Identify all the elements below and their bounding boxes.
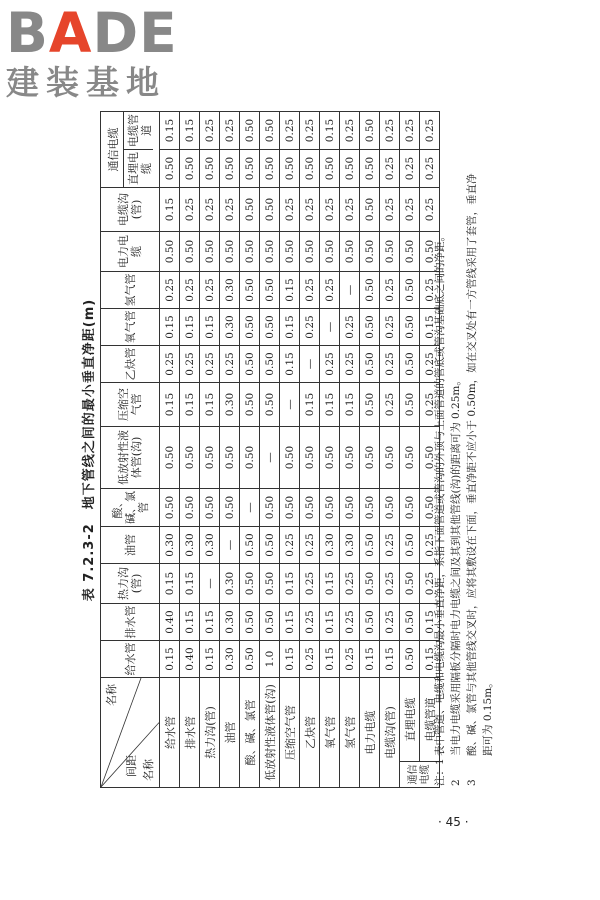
row-header: 油管 — [220, 678, 240, 788]
table-cell: 0.50 — [200, 150, 220, 188]
table-cell: 0.25 — [420, 272, 440, 309]
table-cell: — — [280, 383, 300, 427]
row-group-label: 通信电缆 — [400, 762, 440, 788]
comm-group-label: 通信电缆 — [106, 127, 120, 172]
table-cell: 0.25 — [200, 346, 220, 383]
table-cell: 0.25 — [420, 112, 440, 150]
table-cell: 0.30 — [220, 309, 240, 346]
table-cell: 0.30 — [180, 527, 200, 564]
corner-label-middle: 间距 — [125, 755, 138, 777]
table-cell: 0.50 — [380, 427, 400, 489]
table-cell: 0.15 — [320, 112, 340, 150]
table-cell: 0.15 — [280, 641, 300, 678]
table-cell: 0.50 — [400, 564, 420, 604]
table-row — [300, 112, 320, 788]
table-cell: — — [300, 346, 320, 383]
table-cell: 0.25 — [380, 564, 400, 604]
table-row — [220, 112, 240, 788]
table-cell: 0.50 — [400, 427, 420, 489]
table-cell: 0.15 — [160, 383, 180, 427]
column-header: 低放射性液体管(沟) — [101, 427, 160, 489]
logo-subtitle: 建装基地 — [6, 63, 166, 102]
table-cell: 0.15 — [200, 309, 220, 346]
table-cell: 0.25 — [280, 527, 300, 564]
row-header: 电缆管道 — [420, 678, 440, 762]
table-cell: 0.25 — [160, 272, 180, 309]
page-number: · 45 · — [438, 815, 469, 829]
table-cell: 0.50 — [360, 150, 380, 188]
table-cell: 0.25 — [400, 188, 420, 232]
note-text: 当电力电缆采用隔板分隔时电力电缆之间及其到其他管线(沟)的距离可为 0.25m。 — [450, 375, 462, 756]
table-cell: 0.25 — [300, 272, 320, 309]
table-cell: 0.30 — [220, 604, 240, 641]
table-cell: 0.15 — [420, 604, 440, 641]
table-cell: 0.50 — [200, 232, 220, 272]
table-row — [200, 112, 220, 788]
table-cell: 0.50 — [300, 427, 320, 489]
table-cell: 0.50 — [260, 272, 280, 309]
table-notes — [432, 110, 496, 786]
table-cell: 0.25 — [300, 564, 320, 604]
table-cell: 0.50 — [400, 309, 420, 346]
column-header: 电缆沟(管) — [101, 188, 160, 232]
table-row — [260, 112, 280, 788]
table-cell: 0.15 — [420, 309, 440, 346]
table-cell: 1.0 — [260, 641, 280, 678]
table-cell: 0.25 — [420, 150, 440, 188]
table-cell: 0.50 — [320, 427, 340, 489]
table-cell: 0.25 — [340, 641, 360, 678]
table-cell: — — [320, 309, 340, 346]
table-cell: 0.50 — [180, 489, 200, 527]
table-cell: 0.50 — [160, 232, 180, 272]
table-cell: 0.15 — [320, 604, 340, 641]
table-header-row — [101, 112, 160, 788]
corner-header — [101, 678, 160, 788]
table-cell: 0.25 — [220, 188, 240, 232]
table-cell: 0.25 — [180, 188, 200, 232]
table-cell: 0.50 — [200, 427, 220, 489]
table-cell: 0.50 — [320, 232, 340, 272]
table-cell: 0.50 — [240, 112, 260, 150]
table-cell: 0.25 — [300, 188, 320, 232]
note-number: 3 — [466, 779, 478, 786]
row-header: 乙炔管 — [300, 678, 320, 788]
column-header: 氢气管 — [101, 272, 160, 309]
table-cell: 0.25 — [380, 272, 400, 309]
table-cell: 0.50 — [240, 232, 260, 272]
table-cell: 0.15 — [340, 383, 360, 427]
table-cell: 0.25 — [320, 188, 340, 232]
row-header: 给水管 — [160, 678, 180, 788]
table-cell: 0.25 — [380, 112, 400, 150]
table-cell: 0.50 — [340, 150, 360, 188]
table-cell: 0.50 — [400, 604, 420, 641]
table-cell: 0.50 — [180, 232, 200, 272]
brand-logo — [6, 1, 182, 102]
table-cell: 0.25 — [340, 564, 360, 604]
table-cell: 0.25 — [200, 188, 220, 232]
table-cell: 0.50 — [240, 309, 260, 346]
table-cell: 0.15 — [160, 641, 180, 678]
table-cell: 0.50 — [260, 150, 280, 188]
table-cell: 0.25 — [420, 564, 440, 604]
table-cell: 0.50 — [300, 150, 320, 188]
table-cell: 0.15 — [320, 383, 340, 427]
table-cell: 0.15 — [180, 564, 200, 604]
table-cell: 0.30 — [200, 527, 220, 564]
table-cell: 0.25 — [420, 346, 440, 383]
table-cell: 0.50 — [240, 346, 260, 383]
table-cell: 0.15 — [420, 641, 440, 678]
table-cell: 0.25 — [300, 309, 320, 346]
table-cell: 0.50 — [280, 427, 300, 489]
table-row — [180, 112, 200, 788]
table-cell: 0.50 — [240, 188, 260, 232]
table-cell: 0.50 — [340, 427, 360, 489]
table-row — [280, 112, 300, 788]
table-row — [240, 112, 260, 788]
row-header: 低放射性液体管(沟) — [260, 678, 280, 788]
table-row — [160, 112, 180, 788]
table-cell: 0.25 — [380, 527, 400, 564]
table-cell: 0.50 — [280, 489, 300, 527]
table-cell: 0.50 — [240, 527, 260, 564]
table-cell: 0.50 — [160, 150, 180, 188]
table-cell: 0.25 — [340, 112, 360, 150]
table-cell: 0.25 — [380, 346, 400, 383]
table-row — [320, 112, 340, 788]
table-cell: 0.25 — [340, 604, 360, 641]
table-cell: 0.25 — [400, 150, 420, 188]
table-cell: 0.50 — [160, 427, 180, 489]
table-cell: 0.50 — [260, 604, 280, 641]
table-cell: 0.30 — [340, 527, 360, 564]
note-text: 表中管道、电缆和电缆沟最小垂直净距，系指下面管道或管沟的外顶与上面管道的管底或管沟基础底之间的净距。 — [434, 231, 446, 756]
table-cell: 0.50 — [400, 489, 420, 527]
table-cell: 0.50 — [400, 232, 420, 272]
table-cell: 0.50 — [220, 232, 240, 272]
table-cell: 0.50 — [360, 427, 380, 489]
table-cell: 0.15 — [280, 604, 300, 641]
table-cell: 0.50 — [360, 383, 380, 427]
note-item — [464, 110, 480, 786]
row-header: 酸、碱、氯管 — [240, 678, 260, 788]
table-cell: 0.30 — [320, 527, 340, 564]
table-cell: 0.50 — [360, 346, 380, 383]
note-item — [480, 110, 496, 786]
row-header: 热力沟(管) — [200, 678, 220, 788]
table-cell: 0.40 — [180, 641, 200, 678]
column-header: 给水管 — [101, 641, 160, 678]
table-cell: 0.50 — [240, 383, 260, 427]
table-cell: 0.50 — [240, 272, 260, 309]
note-text: 酸、碱、氯管与其他管线交叉时，应将其敷设在下面，垂直净距不应小于 0.50m，如在交叉处有一方管线采用了套管，垂直净 — [466, 173, 478, 756]
table-cell: 0.50 — [280, 232, 300, 272]
table-cell: 0.15 — [200, 641, 220, 678]
table-cell: 0.25 — [420, 527, 440, 564]
column-header: 油管 — [101, 527, 160, 564]
table-cell: 0.50 — [380, 489, 400, 527]
table-row — [380, 112, 400, 788]
table-cell: 0.50 — [260, 112, 280, 150]
table-cell: 0.50 — [220, 427, 240, 489]
table-cell: 0.50 — [260, 489, 280, 527]
corner-label-top: 名称 — [105, 684, 118, 706]
table-row — [340, 112, 360, 788]
table-cell: 0.25 — [280, 188, 300, 232]
table-cell: 0.50 — [220, 489, 240, 527]
comm-subheader: 直埋电缆 — [124, 149, 153, 187]
table-cell: 0.25 — [340, 346, 360, 383]
table-cell: 0.50 — [260, 346, 280, 383]
table-cell: 0.50 — [420, 489, 440, 527]
row-header: 排水管 — [180, 678, 200, 788]
table-cell: 0.50 — [260, 527, 280, 564]
table-cell: 0.30 — [220, 564, 240, 604]
table-cell: 0.50 — [180, 427, 200, 489]
table-cell: 0.15 — [160, 112, 180, 150]
table-cell: 0.25 — [420, 188, 440, 232]
column-header: 热力沟(管) — [101, 564, 160, 604]
table-cell: 0.25 — [300, 604, 320, 641]
table-cell: 0.25 — [180, 272, 200, 309]
table-cell: 0.25 — [380, 188, 400, 232]
table-cell: 0.25 — [300, 527, 320, 564]
table-cell: 0.25 — [340, 309, 360, 346]
table-cell: — — [260, 427, 280, 489]
column-header: 氧气管 — [101, 309, 160, 346]
table-cell: 0.15 — [180, 383, 200, 427]
table-cell: 0.50 — [300, 489, 320, 527]
table-cell: 0.25 — [380, 150, 400, 188]
table-cell: 0.50 — [400, 272, 420, 309]
clearance-table — [100, 111, 440, 788]
table-cell: 0.50 — [180, 150, 200, 188]
table-cell: 0.25 — [160, 346, 180, 383]
table-cell: 0.50 — [320, 150, 340, 188]
table-cell: 0.50 — [240, 604, 260, 641]
table-cell: 0.15 — [280, 309, 300, 346]
table-cell: 0.15 — [280, 272, 300, 309]
table-cell: 0.25 — [320, 346, 340, 383]
row-header: 电缆沟(管) — [380, 678, 400, 788]
table-cell: 0.30 — [220, 383, 240, 427]
table-cell: 0.50 — [420, 427, 440, 489]
table-cell: 0.50 — [260, 383, 280, 427]
table-row — [360, 112, 380, 788]
table-cell: 0.30 — [160, 527, 180, 564]
column-header: 排水管 — [101, 604, 160, 641]
table-cell: 0.25 — [380, 309, 400, 346]
table-cell: 0.50 — [340, 489, 360, 527]
row-header: 压缩空气管 — [280, 678, 300, 788]
table-cell: 0.50 — [360, 232, 380, 272]
table-cell: 0.50 — [160, 489, 180, 527]
table-cell: 0.15 — [320, 564, 340, 604]
table-cell: 0.25 — [380, 604, 400, 641]
table-cell: 0.50 — [240, 564, 260, 604]
table-cell: 0.50 — [400, 346, 420, 383]
table-cell: 0.50 — [360, 564, 380, 604]
table-cell: — — [220, 527, 240, 564]
table-cell: 0.25 — [300, 112, 320, 150]
note-number: 2 — [450, 779, 462, 786]
note-number: 注：1 — [434, 758, 446, 786]
table-cell: 0.50 — [380, 232, 400, 272]
table-cell: 0.15 — [180, 309, 200, 346]
table-cell: 0.15 — [200, 383, 220, 427]
table-cell: 0.25 — [340, 188, 360, 232]
table-cell: 0.50 — [400, 383, 420, 427]
table-cell: 0.50 — [280, 150, 300, 188]
table-cell: 0.15 — [320, 641, 340, 678]
rotated-page-content — [76, 110, 496, 790]
table-cell: 0.50 — [360, 604, 380, 641]
table-cell: 0.25 — [180, 346, 200, 383]
table-cell: 0.15 — [180, 604, 200, 641]
table-cell: — — [200, 564, 220, 604]
table-cell: 0.50 — [400, 641, 420, 678]
corner-label-bottom: 名称 — [142, 759, 155, 781]
table-cell: 0.15 — [160, 309, 180, 346]
table-cell: 0.50 — [360, 272, 380, 309]
table-cell: 0.15 — [360, 641, 380, 678]
table-cell: 0.50 — [240, 150, 260, 188]
row-header: 电力电缆 — [360, 678, 380, 788]
table-cell: 0.50 — [400, 527, 420, 564]
table-cell: 0.50 — [320, 489, 340, 527]
table-cell: 0.25 — [420, 383, 440, 427]
table-cell: 0.50 — [260, 232, 280, 272]
column-header: 压缩空气管 — [101, 383, 160, 427]
note-item — [432, 110, 448, 786]
column-header-comm-group — [101, 112, 160, 188]
table-cell: 0.50 — [360, 112, 380, 150]
table-cell: 0.15 — [160, 188, 180, 232]
comm-subheader: 电缆管道 — [126, 114, 153, 147]
table-row — [400, 112, 420, 788]
note-item — [448, 110, 464, 786]
table-cell: 0.50 — [420, 232, 440, 272]
table-cell: 0.50 — [360, 188, 380, 232]
table-cell: — — [340, 272, 360, 309]
table-cell: 0.15 — [380, 641, 400, 678]
column-header: 电力电缆 — [101, 232, 160, 272]
row-header: 氢气管 — [340, 678, 360, 788]
table-cell: 0.25 — [220, 346, 240, 383]
table-cell: 0.25 — [200, 112, 220, 150]
table-cell: 0.30 — [220, 641, 240, 678]
table-cell: 0.30 — [220, 272, 240, 309]
table-cell: 0.50 — [260, 188, 280, 232]
column-header: 乙炔管 — [101, 346, 160, 383]
table-cell: 0.50 — [260, 564, 280, 604]
table-cell: 0.25 — [300, 641, 320, 678]
column-header: 酸、碱、氯管 — [101, 489, 160, 527]
table-cell: 0.50 — [200, 489, 220, 527]
row-header: 氧气管 — [320, 678, 340, 788]
row-header: 直埋电缆 — [400, 678, 420, 762]
table-cell: 0.50 — [240, 641, 260, 678]
table-cell: 0.50 — [240, 427, 260, 489]
logo-wordmark: BADE — [6, 1, 178, 65]
table-cell: 0.15 — [300, 383, 320, 427]
table-cell: 0.50 — [360, 309, 380, 346]
table-cell: 0.25 — [400, 112, 420, 150]
table-cell: 0.25 — [200, 272, 220, 309]
table-cell: 0.50 — [360, 527, 380, 564]
table-cell: 0.25 — [320, 272, 340, 309]
table-cell: 0.50 — [360, 489, 380, 527]
table-cell: 0.15 — [200, 604, 220, 641]
note-text: 距可为 0.15m。 — [482, 677, 494, 756]
table-cell: 0.50 — [300, 232, 320, 272]
table-cell: 0.15 — [160, 564, 180, 604]
table-cell: 0.40 — [160, 604, 180, 641]
table-cell: 0.25 — [280, 112, 300, 150]
table-cell: 0.50 — [220, 150, 240, 188]
table-cell: 0.15 — [280, 346, 300, 383]
table-cell: — — [240, 489, 260, 527]
table-cell: 0.15 — [180, 112, 200, 150]
table-cell: 0.25 — [380, 383, 400, 427]
table-cell: 0.15 — [280, 564, 300, 604]
table-cell: 0.50 — [340, 232, 360, 272]
table-title: 表 7.2.3-2 地下管线之间的最小垂直净距(m) — [82, 298, 97, 602]
table-cell: 0.25 — [220, 112, 240, 150]
table-cell: 0.50 — [260, 309, 280, 346]
